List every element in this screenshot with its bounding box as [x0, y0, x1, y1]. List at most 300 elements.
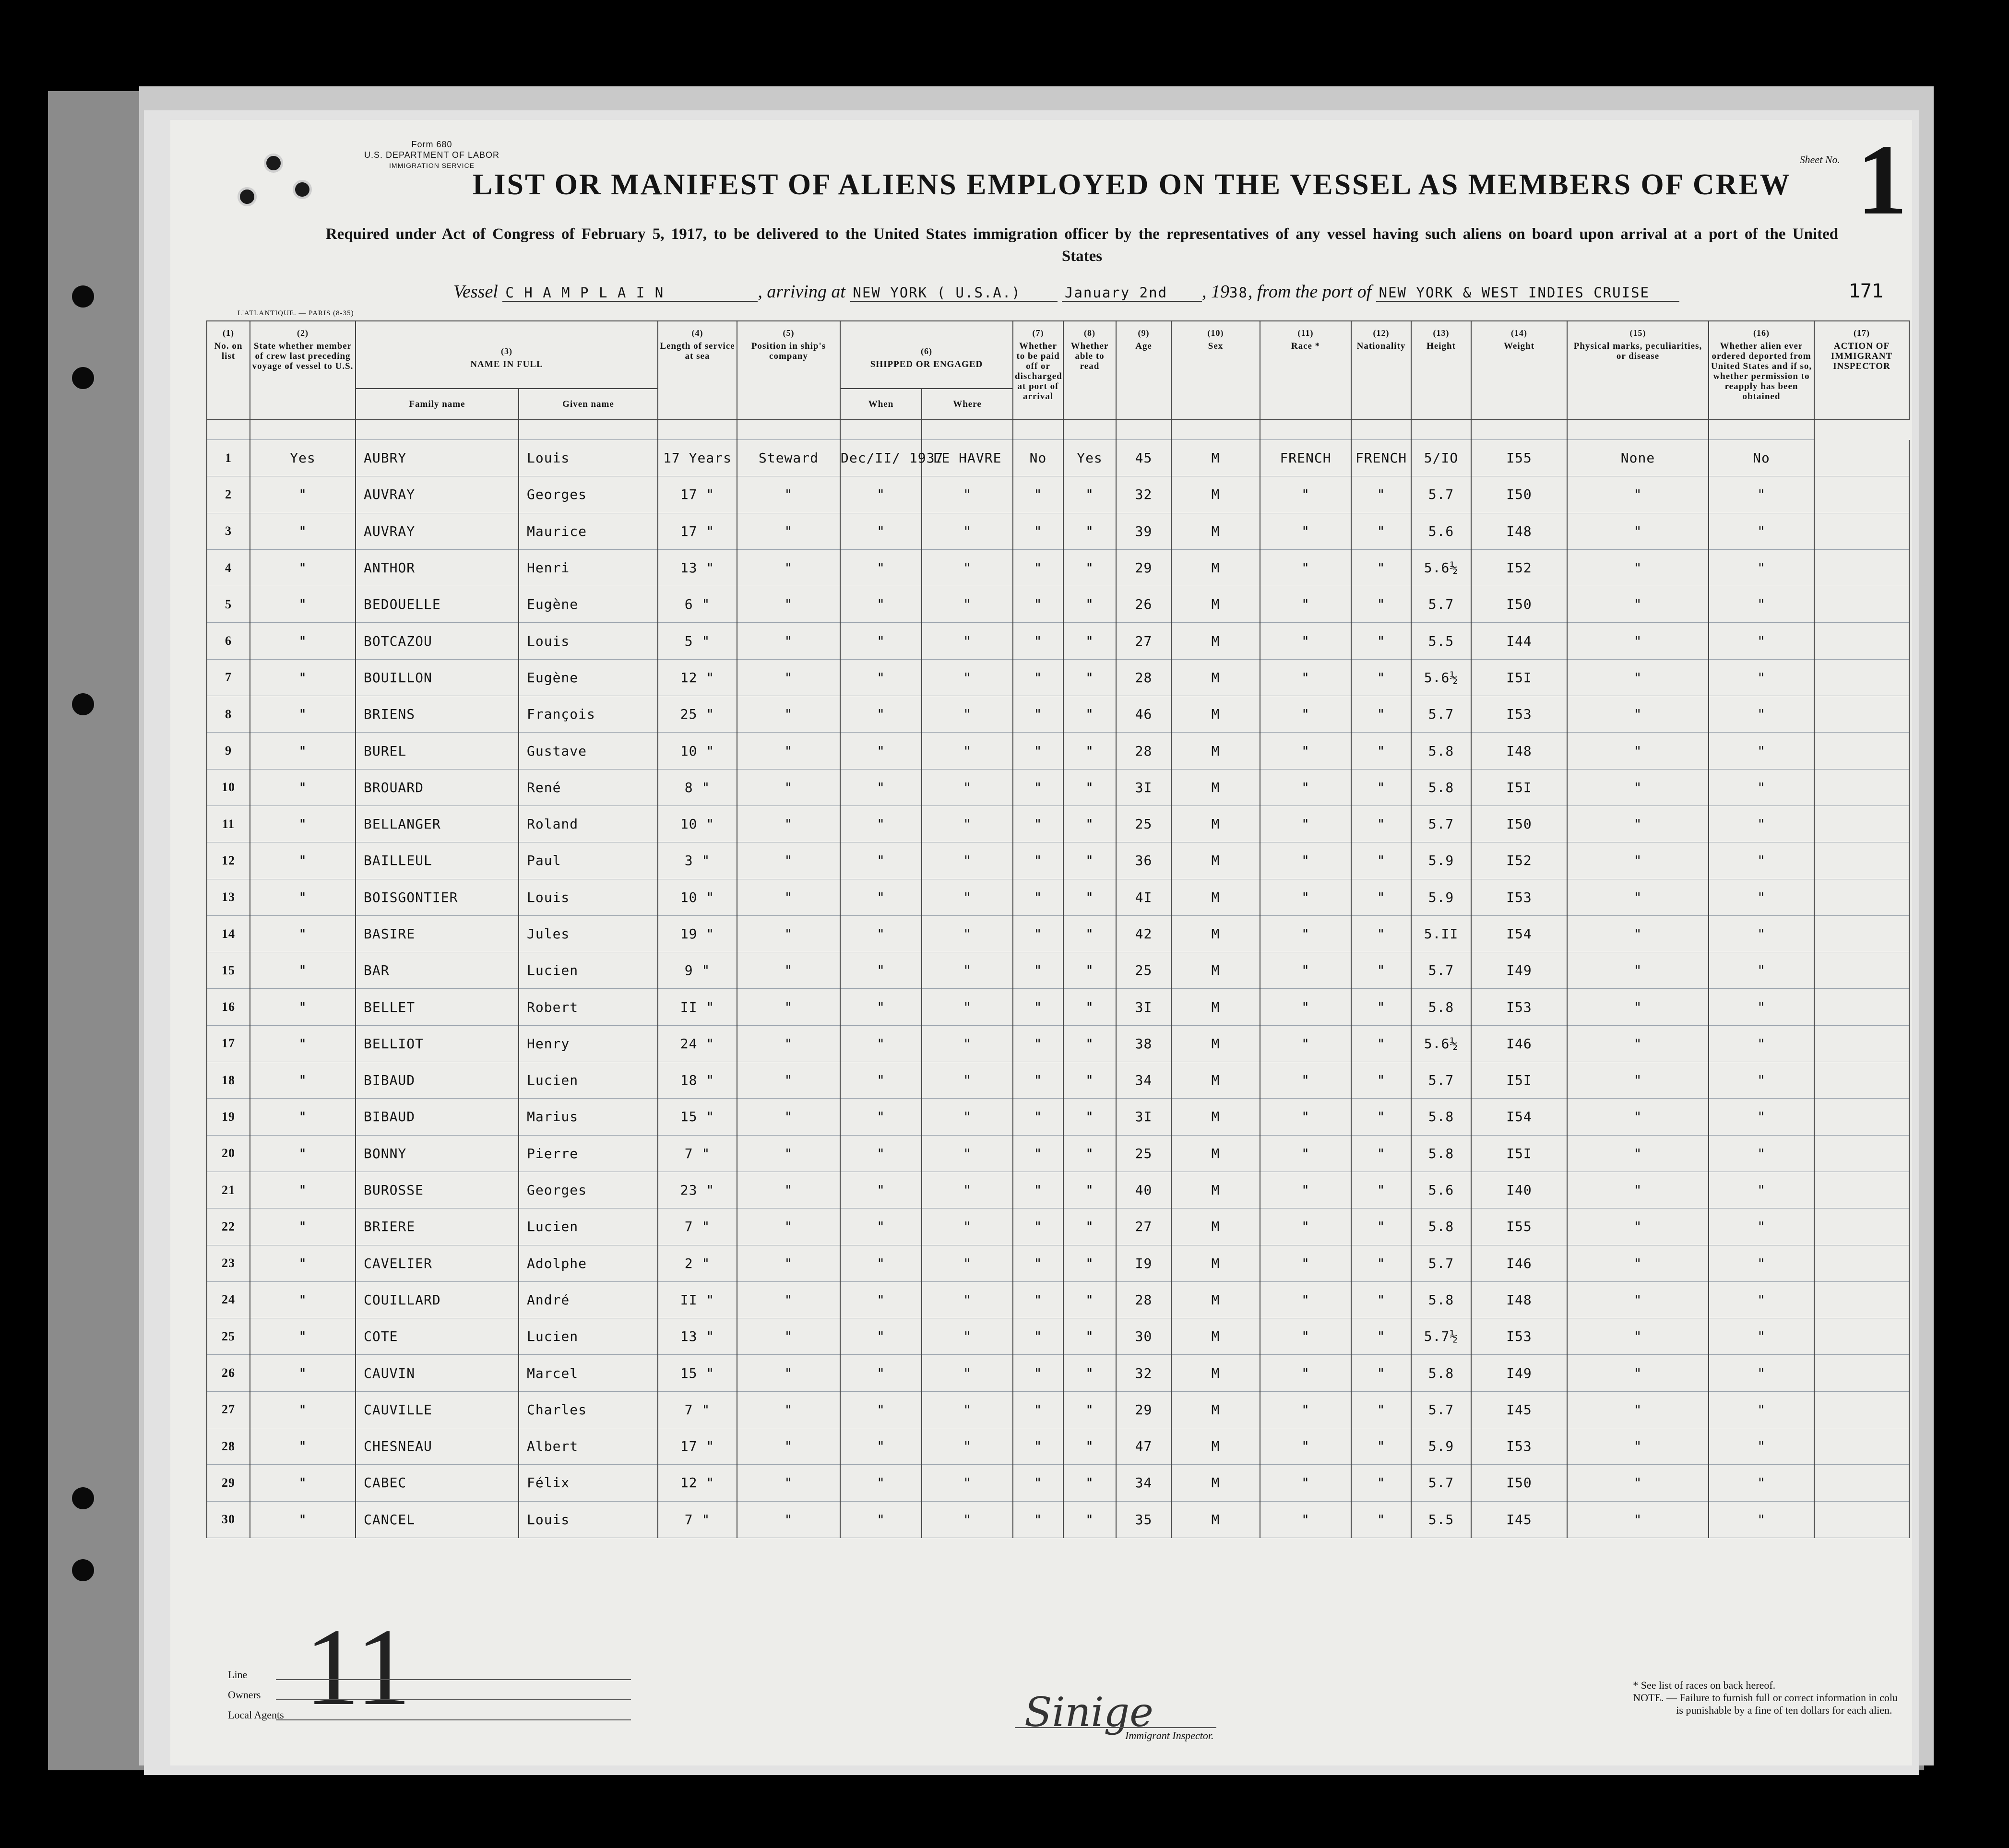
paid-off-cell: " — [1013, 1501, 1063, 1538]
able-to-read-cell: " — [1063, 1391, 1116, 1428]
row-number-cell: 16 — [207, 989, 250, 1025]
given-name-cell: Paul — [519, 842, 658, 879]
shipped-when-cell: " — [840, 1135, 922, 1172]
height-cell: 5.5 — [1411, 1501, 1471, 1538]
shipped-where-cell: " — [922, 659, 1013, 696]
from-port: NEW YORK & WEST INDIES CRUISE — [1376, 284, 1679, 302]
stamp-number: 171 — [1848, 280, 1883, 302]
paid-off-cell: " — [1013, 623, 1063, 659]
given-name-cell: Georges — [519, 1172, 658, 1208]
age-cell: 30 — [1116, 1318, 1171, 1355]
shipped-where-cell: " — [922, 879, 1013, 915]
shipped-when-cell: " — [840, 989, 922, 1025]
given-name-cell: Jules — [519, 915, 658, 952]
physical-marks-cell: " — [1567, 586, 1709, 623]
service-length-cell: 24 " — [658, 1025, 737, 1062]
service-length-cell: II " — [658, 1281, 737, 1318]
shipped-when-cell: " — [840, 1208, 922, 1245]
paid-off-cell: " — [1013, 1465, 1063, 1501]
physical-marks-cell: " — [1567, 1428, 1709, 1465]
given-name-cell: Louis — [519, 879, 658, 915]
shipped-when-cell: " — [840, 769, 922, 806]
race-cell: " — [1260, 476, 1351, 513]
inspector-action-cell — [1814, 879, 1909, 915]
race-cell: " — [1260, 733, 1351, 769]
nationality-cell: " — [1351, 549, 1411, 586]
given-name-cell: Pierre — [519, 1135, 658, 1172]
table-row — [207, 586, 1909, 623]
race-cell: FRENCH — [1260, 440, 1351, 476]
deported-status-cell: " — [1709, 513, 1814, 549]
inspector-action-cell — [1814, 1099, 1909, 1135]
height-cell: 5.8 — [1411, 733, 1471, 769]
form-header — [348, 139, 516, 171]
service-length-cell: 15 " — [658, 1355, 737, 1391]
able-to-read-cell: " — [1063, 1355, 1116, 1391]
deported-status-cell: " — [1709, 879, 1814, 915]
agents-rule — [276, 1719, 631, 1720]
race-cell: " — [1260, 1208, 1351, 1245]
family-name-cell: BIBAUD — [356, 1062, 519, 1099]
col-header-name: (3) NAME IN FULL — [356, 321, 658, 389]
table-row — [207, 1135, 1909, 1172]
height-cell: 5.9 — [1411, 1428, 1471, 1465]
paid-off-cell: " — [1013, 1245, 1063, 1281]
crew-status-cell: " — [250, 915, 356, 952]
inspector-action-cell — [1814, 1245, 1909, 1281]
table-row — [207, 476, 1909, 513]
deported-status-cell: " — [1709, 476, 1814, 513]
able-to-read-cell: " — [1063, 842, 1116, 879]
race-cell: " — [1260, 952, 1351, 989]
sex-cell: M — [1171, 586, 1260, 623]
given-name-cell: Eugène — [519, 659, 658, 696]
shipped-when-cell: Dec/II/ 1937 — [840, 440, 922, 476]
binder-hole — [72, 367, 94, 389]
weight-cell: I48 — [1471, 1281, 1567, 1318]
shipped-when-cell: " — [840, 1281, 922, 1318]
crew-status-cell: " — [250, 1245, 356, 1281]
service-length-cell: 17 " — [658, 476, 737, 513]
shipped-when-cell: " — [840, 1025, 922, 1062]
shipped-when-cell: " — [840, 586, 922, 623]
family-name-cell: BELLIOT — [356, 1025, 519, 1062]
nationality-cell: FRENCH — [1351, 440, 1411, 476]
inspector-action-cell — [1814, 989, 1909, 1025]
table-row — [207, 1172, 1909, 1208]
table-row — [207, 1391, 1909, 1428]
service-length-cell: 2 " — [658, 1245, 737, 1281]
service-length-cell: II " — [658, 989, 737, 1025]
given-name-cell: Félix — [519, 1465, 658, 1501]
family-name-cell: BELLANGER — [356, 806, 519, 842]
owners-label: Owners — [228, 1689, 261, 1701]
able-to-read-cell: Yes — [1063, 440, 1116, 476]
position-cell: " — [737, 696, 840, 733]
able-to-read-cell: " — [1063, 476, 1116, 513]
sheet-number: 1 — [1857, 124, 1907, 236]
nationality-cell: " — [1351, 1355, 1411, 1391]
given-name-cell: Albert — [519, 1428, 658, 1465]
service-length-cell: 9 " — [658, 952, 737, 989]
family-name-cell: BIBAUD — [356, 1099, 519, 1135]
race-cell: " — [1260, 879, 1351, 915]
crew-status-cell: " — [250, 586, 356, 623]
table-row — [207, 915, 1909, 952]
shipped-when-cell: " — [840, 879, 922, 915]
family-name-cell: CAUVIN — [356, 1355, 519, 1391]
position-cell: " — [737, 1355, 840, 1391]
paid-off-cell: " — [1013, 1025, 1063, 1062]
deported-status-cell: " — [1709, 733, 1814, 769]
shipped-when-cell: " — [840, 1245, 922, 1281]
height-cell: 5.8 — [1411, 1135, 1471, 1172]
row-number-cell: 30 — [207, 1501, 250, 1538]
manifest-sheet — [170, 120, 1912, 1765]
vessel-label: Vessel — [453, 282, 498, 302]
crew-status-cell: Yes — [250, 440, 356, 476]
physical-marks-cell: " — [1567, 1172, 1709, 1208]
col-header-nationality: (12) Nationality — [1351, 321, 1411, 420]
col-header-weight: (14) Weight — [1471, 321, 1567, 420]
height-cell: 5.7 — [1411, 1391, 1471, 1428]
position-cell: " — [737, 1062, 840, 1099]
position-cell: " — [737, 806, 840, 842]
inspector-action-cell — [1814, 1172, 1909, 1208]
paid-off-cell: " — [1013, 476, 1063, 513]
col-header-given-name: Given name — [519, 389, 658, 420]
height-cell: 5.7½ — [1411, 1318, 1471, 1355]
service-length-cell: 10 " — [658, 806, 737, 842]
crew-status-cell: " — [250, 623, 356, 659]
nationality-cell: " — [1351, 1245, 1411, 1281]
inspector-action-cell — [1814, 1355, 1909, 1391]
service-length-cell: 7 " — [658, 1135, 737, 1172]
inspector-action-cell — [1814, 769, 1909, 806]
able-to-read-cell: " — [1063, 1208, 1116, 1245]
physical-marks-cell: " — [1567, 1208, 1709, 1245]
race-cell: " — [1260, 586, 1351, 623]
sex-cell: M — [1171, 1318, 1260, 1355]
line-label: Line — [228, 1669, 248, 1681]
paid-off-cell: " — [1013, 842, 1063, 879]
deported-status-cell: " — [1709, 1245, 1814, 1281]
nationality-cell: " — [1351, 1135, 1411, 1172]
shipped-where-cell: " — [922, 989, 1013, 1025]
age-cell: 28 — [1116, 733, 1171, 769]
physical-marks-cell: " — [1567, 1318, 1709, 1355]
nationality-cell: " — [1351, 1025, 1411, 1062]
inspector-action-cell — [1814, 1465, 1909, 1501]
row-number-cell: 10 — [207, 769, 250, 806]
shipped-where-cell: " — [922, 513, 1013, 549]
able-to-read-cell: " — [1063, 513, 1116, 549]
shipped-where-cell: " — [922, 1355, 1013, 1391]
page-subtitle: Required under Act of Congress of February 5, 1917, to be delivered to the United States immigration officer by the representatives of any vessel having such aliens on board upon arrival at a port of the United States — [325, 225, 1839, 265]
vessel-line — [453, 281, 1679, 302]
row-number-cell: 25 — [207, 1318, 250, 1355]
age-cell: 32 — [1116, 476, 1171, 513]
crew-status-cell: " — [250, 1062, 356, 1099]
local-agents-label: Local Agents — [228, 1709, 284, 1721]
row-number-cell: 27 — [207, 1391, 250, 1428]
given-name-cell: Henri — [519, 549, 658, 586]
shipped-where-cell: LE HAVRE — [922, 440, 1013, 476]
given-name-cell: Lucien — [519, 1208, 658, 1245]
service-length-cell: 5 " — [658, 623, 737, 659]
pinhole — [238, 187, 257, 206]
height-cell: 5.7 — [1411, 952, 1471, 989]
able-to-read-cell: " — [1063, 1245, 1116, 1281]
nationality-cell: " — [1351, 1062, 1411, 1099]
paid-off-cell: " — [1013, 1391, 1063, 1428]
deported-status-cell: " — [1709, 1501, 1814, 1538]
deported-status-cell: " — [1709, 623, 1814, 659]
inspector-action-cell — [1814, 733, 1909, 769]
table-row — [207, 1355, 1909, 1391]
department: U.S. DEPARTMENT OF LABOR — [364, 150, 500, 160]
shipped-when-cell: " — [840, 549, 922, 586]
signature-rule — [1015, 1727, 1216, 1728]
given-name-cell: Louis — [519, 623, 658, 659]
family-name-cell: BELLET — [356, 989, 519, 1025]
physical-marks-cell: " — [1567, 1281, 1709, 1318]
inspector-action-cell — [1814, 952, 1909, 989]
from-label: , from the port of — [1248, 282, 1372, 302]
shipped-where-cell: " — [922, 1062, 1013, 1099]
race-cell: " — [1260, 842, 1351, 879]
weight-cell: I44 — [1471, 623, 1567, 659]
age-cell: 36 — [1116, 842, 1171, 879]
inspector-action-cell — [1814, 696, 1909, 733]
inspector-action-cell — [1814, 659, 1909, 696]
weight-cell: I50 — [1471, 806, 1567, 842]
deported-status-cell: " — [1709, 1465, 1814, 1501]
able-to-read-cell: " — [1063, 659, 1116, 696]
shipped-where-cell: " — [922, 806, 1013, 842]
inspector-action-cell — [1814, 1391, 1909, 1428]
paid-off-cell: " — [1013, 915, 1063, 952]
position-cell: " — [737, 1172, 840, 1208]
sex-cell: M — [1171, 1172, 1260, 1208]
crew-status-cell: " — [250, 1355, 356, 1391]
sex-cell: M — [1171, 1465, 1260, 1501]
deported-status-cell: " — [1709, 1025, 1814, 1062]
row-number-cell: 18 — [207, 1062, 250, 1099]
col-header-able-to-read: (8) Whether able to read — [1063, 321, 1116, 420]
weight-cell: I53 — [1471, 879, 1567, 915]
height-cell: 5.6 — [1411, 1172, 1471, 1208]
physical-marks-cell: " — [1567, 1062, 1709, 1099]
table-spacer-row — [207, 420, 1909, 440]
paid-off-cell: " — [1013, 1355, 1063, 1391]
position-cell: " — [737, 1501, 840, 1538]
sex-cell: M — [1171, 733, 1260, 769]
deported-status-cell: " — [1709, 1172, 1814, 1208]
able-to-read-cell: " — [1063, 623, 1116, 659]
family-name-cell: BRIERE — [356, 1208, 519, 1245]
sex-cell: M — [1171, 696, 1260, 733]
weight-cell: I48 — [1471, 733, 1567, 769]
table-row — [207, 952, 1909, 989]
nationality-cell: " — [1351, 769, 1411, 806]
race-cell: " — [1260, 1391, 1351, 1428]
position-cell: Steward — [737, 440, 840, 476]
row-number-cell: 28 — [207, 1428, 250, 1465]
table-row — [207, 1062, 1909, 1099]
age-cell: 3I — [1116, 989, 1171, 1025]
service: IMMIGRATION SERVICE — [389, 162, 475, 169]
service-length-cell: 8 " — [658, 769, 737, 806]
race-cell: " — [1260, 696, 1351, 733]
shipped-where-cell: " — [922, 1318, 1013, 1355]
crew-manifest-table — [206, 320, 1910, 1538]
family-name-cell: CABEC — [356, 1465, 519, 1501]
nationality-cell: " — [1351, 915, 1411, 952]
age-cell: 25 — [1116, 806, 1171, 842]
paid-off-cell: " — [1013, 1135, 1063, 1172]
inspector-action-cell — [1814, 1428, 1909, 1465]
position-cell: " — [737, 952, 840, 989]
family-name-cell: AUVRAY — [356, 476, 519, 513]
arrival-date: January 2nd — [1062, 284, 1202, 302]
row-number-cell: 20 — [207, 1135, 250, 1172]
weight-cell: I5I — [1471, 1135, 1567, 1172]
weight-cell: I5I — [1471, 659, 1567, 696]
penalty-note: NOTE. — Failure to furnish full or correct information in colu — [1633, 1692, 1898, 1704]
row-number-cell: 13 — [207, 879, 250, 915]
nationality-cell: " — [1351, 879, 1411, 915]
line-rule — [276, 1679, 631, 1680]
nationality-cell: " — [1351, 659, 1411, 696]
nationality-cell: " — [1351, 476, 1411, 513]
family-name-cell: BAR — [356, 952, 519, 989]
table-row — [207, 989, 1909, 1025]
physical-marks-cell: " — [1567, 915, 1709, 952]
position-cell: " — [737, 1428, 840, 1465]
shipped-where-cell: " — [922, 1025, 1013, 1062]
given-name-cell: Robert — [519, 989, 658, 1025]
printer-imprint: L'ATLANTIQUE. — PARIS (8-35) — [238, 309, 354, 317]
given-name-cell: Adolphe — [519, 1245, 658, 1281]
col-header-sex: (10) Sex — [1171, 321, 1260, 420]
position-cell: " — [737, 586, 840, 623]
shipped-when-cell: " — [840, 1428, 922, 1465]
position-cell: " — [737, 1245, 840, 1281]
service-length-cell: 7 " — [658, 1391, 737, 1428]
table-row — [207, 842, 1909, 879]
penalty-note-cont: is punishable by a fine of ten dollars for each alien. — [1676, 1704, 1892, 1716]
able-to-read-cell: " — [1063, 806, 1116, 842]
inspector-action-cell — [1814, 623, 1909, 659]
table-row — [207, 1099, 1909, 1135]
sex-cell: M — [1171, 1428, 1260, 1465]
position-cell: " — [737, 659, 840, 696]
table-row — [207, 1281, 1909, 1318]
race-cell: " — [1260, 659, 1351, 696]
col-header-race: (11) Race * — [1260, 321, 1351, 420]
sex-cell: M — [1171, 1391, 1260, 1428]
race-cell: " — [1260, 1465, 1351, 1501]
pinhole — [264, 154, 283, 173]
paid-off-cell: No — [1013, 440, 1063, 476]
weight-cell: I40 — [1471, 1172, 1567, 1208]
age-cell: 29 — [1116, 1391, 1171, 1428]
service-length-cell: 3 " — [658, 842, 737, 879]
paid-off-cell: " — [1013, 1428, 1063, 1465]
shipped-where-cell: " — [922, 476, 1013, 513]
paid-off-cell: " — [1013, 1099, 1063, 1135]
shipped-where-cell: " — [922, 1428, 1013, 1465]
crew-status-cell: " — [250, 476, 356, 513]
family-name-cell: BAILLEUL — [356, 842, 519, 879]
inspector-action-cell — [1814, 842, 1909, 879]
age-cell: 26 — [1116, 586, 1171, 623]
nationality-cell: " — [1351, 1391, 1411, 1428]
race-cell: " — [1260, 1245, 1351, 1281]
weight-cell: I50 — [1471, 476, 1567, 513]
nationality-cell: " — [1351, 1318, 1411, 1355]
physical-marks-cell: " — [1567, 1135, 1709, 1172]
age-cell: 34 — [1116, 1062, 1171, 1099]
inspector-action-cell — [1814, 440, 1909, 476]
table-row — [207, 623, 1909, 659]
service-length-cell: 18 " — [658, 1062, 737, 1099]
col-header-shipped: (6) SHIPPED OR ENGAGED — [840, 321, 1013, 389]
physical-marks-cell: " — [1567, 879, 1709, 915]
inspector-caption: Immigrant Inspector. — [1125, 1730, 1214, 1741]
deported-status-cell: " — [1709, 952, 1814, 989]
position-cell: " — [737, 1135, 840, 1172]
deported-status-cell: " — [1709, 1391, 1814, 1428]
service-length-cell: 12 " — [658, 1465, 737, 1501]
shipped-where-cell: " — [922, 769, 1013, 806]
nationality-cell: " — [1351, 513, 1411, 549]
age-cell: 28 — [1116, 659, 1171, 696]
shipped-where-cell: " — [922, 733, 1013, 769]
crew-status-cell: " — [250, 659, 356, 696]
race-cell: " — [1260, 1172, 1351, 1208]
family-name-cell: BUROSSE — [356, 1172, 519, 1208]
weight-cell: I50 — [1471, 586, 1567, 623]
physical-marks-cell: " — [1567, 1099, 1709, 1135]
col-header-no: (1) No. on list — [207, 321, 250, 420]
physical-marks-cell: " — [1567, 989, 1709, 1025]
position-cell: " — [737, 513, 840, 549]
year-prefix: , 19 — [1202, 282, 1229, 302]
inspector-action-cell — [1814, 1062, 1909, 1099]
sheet-label: Sheet No. — [1799, 154, 1840, 166]
race-cell: " — [1260, 1318, 1351, 1355]
service-length-cell: 17 Years — [658, 440, 737, 476]
row-number-cell: 4 — [207, 549, 250, 586]
weight-cell: I53 — [1471, 696, 1567, 733]
height-cell: 5.7 — [1411, 806, 1471, 842]
row-number-cell: 11 — [207, 806, 250, 842]
deported-status-cell: " — [1709, 1281, 1814, 1318]
deported-status-cell: " — [1709, 842, 1814, 879]
able-to-read-cell: " — [1063, 952, 1116, 989]
physical-marks-cell: " — [1567, 1025, 1709, 1062]
family-name-cell: CHESNEAU — [356, 1428, 519, 1465]
sex-cell: M — [1171, 1135, 1260, 1172]
family-name-cell: BEDOUELLE — [356, 586, 519, 623]
table-row — [207, 659, 1909, 696]
paid-off-cell: " — [1013, 696, 1063, 733]
table-row — [207, 1428, 1909, 1465]
table-row — [207, 806, 1909, 842]
shipped-where-cell: " — [922, 586, 1013, 623]
